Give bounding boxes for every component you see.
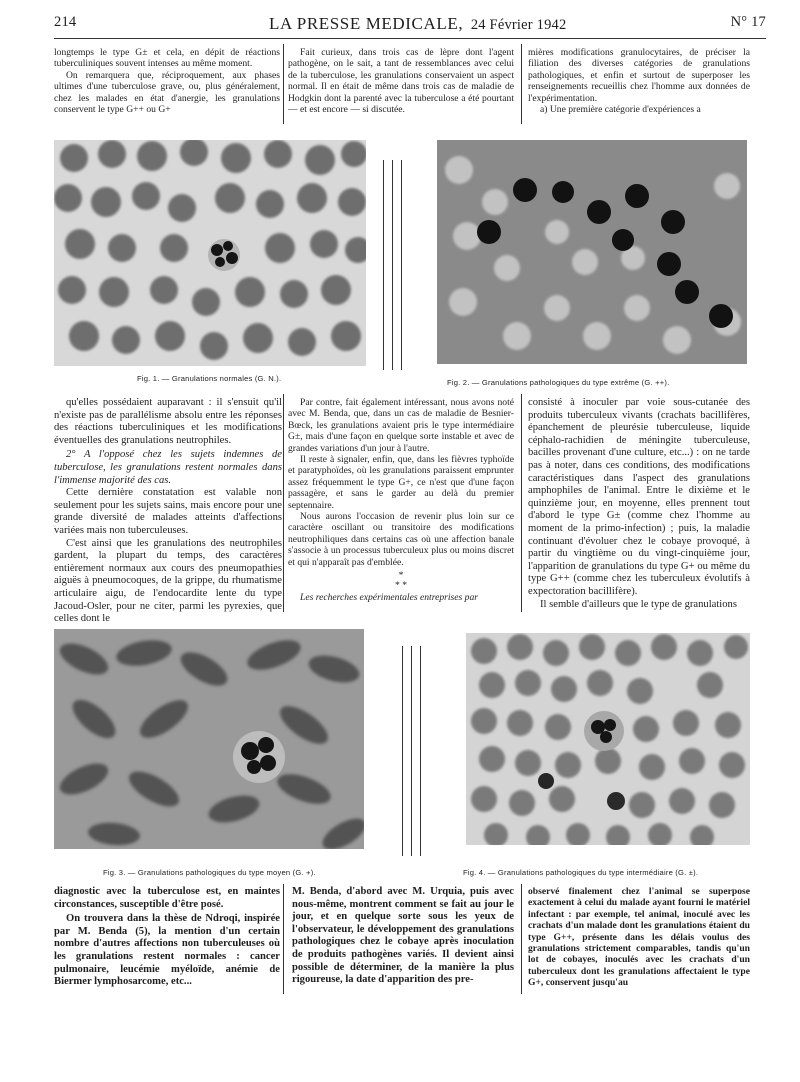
- paragraph: mières modifications granulocytaires, de préciser la filiation des diverses catégories de granulations pathologiques, et enfin et surtout de superposer les renseignements recueillis chez l'homme aux données de l'expérimentation.: [528, 47, 750, 104]
- journal-title: [269, 14, 566, 34]
- column-rule: [283, 884, 284, 994]
- issue-date: 24 Février 1942: [470, 17, 567, 33]
- middle-column-2: [288, 397, 514, 604]
- journal-name: LA PRESSE MEDICALE,: [269, 14, 464, 33]
- figure-1-micrograph: [54, 140, 366, 366]
- figure-4-micrograph: [466, 633, 750, 845]
- column-rule: [392, 160, 393, 370]
- paragraph: C'est ainsi que les granulations des neutrophiles gardent, la plupart du temps, des caractères entièrement normaux aux cours des pneumopathies aiguës à pneumocoques, de la grippe, du rhumatisme articulaire aigu, de l'endocardite lente du type Jacoud-Osler, pour ne citer, parmi les pyrexies, que celles dont le: [54, 537, 282, 625]
- column-rule: [420, 646, 421, 856]
- figure-1-caption: Fig. 1. — Granulations normales (G. N.).: [137, 374, 282, 383]
- paragraph: observé finalement chez l'animal se superpose exactement à celui du malade ayant fourni le matériel infectant : par exemple, tel animal, inoculé avec les crachats d'un malade dont les granulations étaient du type G++, présente dans les délais voulus des granulations strictement comparables, tandis qu'un lot de cobayes, inoculés avec les crachats d'un tuberculeux dont les granulations affectaient le type G+, conservent jusqu'au: [528, 886, 750, 989]
- column-rule: [521, 394, 522, 612]
- top-column-1: [54, 47, 280, 115]
- column-rule: [521, 884, 522, 994]
- column-rule: [411, 646, 412, 856]
- middle-column-1: [54, 397, 282, 626]
- middle-column-3: [528, 397, 750, 611]
- column-rule: [402, 646, 403, 856]
- paragraph: qu'elles possédaient auparavant : il s'ensuit qu'il n'existe pas de parallélisme absolu entre les réponses des réactions tuberculiniques et les modifications éventuelles des granulations neutrophiles.: [54, 397, 282, 446]
- figure-2-micrograph: [437, 140, 747, 364]
- paragraph: Par contre, fait également intéressant, nous avons noté avec M. Benda, que, dans un cas de maladie de Besnier-Bœck, les granulations avaient pris le type intermédiaire G±, mais d'une façon en quelque sorte instable et avec de grandes variations d'un jour à l'autre.: [288, 397, 514, 454]
- paragraph: On remarquera que, réciproquement, aux phases ultimes d'une tuberculose grave, ou, plus généralement, chez les malades en état d'anergie, les granulations conservent le type G++ ou G+: [54, 69, 280, 116]
- bottom-column-3: [528, 886, 750, 989]
- paragraph: 2° A l'opposé chez les sujets indemnes de tuberculose, les granulations restent normales dans l'immense majorité des cas.: [54, 449, 282, 486]
- bottom-column-2: [292, 886, 514, 987]
- paragraph: consisté à inoculer par voie sous-cutanée des produits tuberculeux vivants (crachats bacillifères, épanchement de pleurésie tuberculeuse, liquide céphalo-rachidien de méningite tuberculeuse, bacilles provenant d'une culture, etc...) : on ne tarde pas à noter, dans ces conditions, des modifications caractéristiques dans l'aspect des granulations amphophiles de l'animal. Entre le dixième et le quinzième jour, en moyenne, elles prennent tout d'abord le type G± (comme chez l'homme au moment de la primo-infection) ; puis, la maladie continuant d'évoluer chez le cobaye provoqué, à partir du vingtième ou du vingt-cinquième jour, l'apparition de granulations du type G+ ou même du type G++ (comme chez les tuberculeux évolutifs à expectoration bacillifère).: [528, 397, 750, 597]
- column-rule: [283, 44, 284, 124]
- paragraph: diagnostic avec la tuberculose est, en maintes circonstances, susceptible d'être posé.: [54, 886, 280, 910]
- paragraph: On trouvera dans la thèse de Ndroqi, inspirée par M. Benda (5), la mention d'un certain nombre d'autres affections non tuberculeuses où les granulations restent normales : cancer pulmonaire, leucémie myéloïde, anémie de Biermer lymphosarcome, etc...: [54, 913, 280, 988]
- header-rule: [54, 38, 766, 39]
- paragraph: Cette dernière constatation est valable non seulement pour les sujets sains, mais encore pour une grande diversité de malades atteints d'affections variées mais non tuberculeuses.: [54, 487, 282, 536]
- top-column-2: [288, 47, 514, 115]
- running-header: [54, 14, 766, 36]
- bottom-column-1: [54, 886, 280, 989]
- paragraph: a) Une première catégorie d'expériences a: [540, 104, 701, 116]
- top-column-3: [528, 47, 750, 115]
- column-rule: [283, 394, 284, 612]
- paragraph: Il semble d'ailleurs que le type de granulations: [540, 598, 737, 610]
- paragraph: Il reste à signaler, enfin, que, dans les fièvres typhoïde et paratyphoïdes, où les granulations paraissent emprunter assez fréquemment le type G+, ce n'est que d'une façon passagère, et sans le garder au delà du premier septennaire.: [288, 454, 514, 511]
- paragraph: M. Benda, d'abord avec M. Urquia, puis avec nous-même, montrent comment se fait au jour le jour, et en quelque sorte sous les yeux de l'observateur, le développement des granulations pathologiques chez le cobaye après inoculation de produits pathogènes variés. Il devient ainsi possible de déterminer, de la manière la plus rigoureuse, la date d'apparition des pre-: [292, 886, 514, 986]
- figure-4-caption: Fig. 4. — Granulations pathologiques du type intermédiaire (G. ±).: [463, 868, 699, 877]
- column-rule: [521, 44, 522, 124]
- column-rule: [401, 160, 402, 370]
- page-number: 214: [54, 14, 77, 30]
- paragraph: longtemps le type G± et cela, en dépit de réactions tuberculiniques souvent intenses au même moment.: [54, 47, 280, 70]
- paragraph: Les recherches expérimentales entreprises par: [300, 592, 478, 604]
- issue-number: N° 17: [730, 14, 766, 30]
- paragraph: Nous aurons l'occasion de revenir plus loin sur ce caractère oscillant ou transitoire des modifications neutrophiliques dans certains cas où une affection banale s'associe à un processus tuberculeux plus ou moins discret et qui n'apparaît pas d'emblée.: [288, 511, 514, 568]
- section-break-asterisks: * * *: [395, 570, 407, 592]
- figure-3-micrograph: [54, 629, 364, 849]
- figure-2-caption: Fig. 2. — Granulations pathologiques du type extrême (G. ++).: [447, 378, 670, 387]
- paragraph: Fait curieux, dans trois cas de lèpre dont l'agent pathogène, on le sait, a tant de ressemblances avec celui de la tuberculose, les granulations conservaient un aspect normal. Il en était de même dans trois cas de maladie de Hodgkin dont la parenté avec la tuberculose a été pourtant — et est encore — si discutée.: [288, 47, 514, 116]
- figure-3-caption: Fig. 3. — Granulations pathologiques du type moyen (G. +).: [103, 868, 316, 877]
- column-rule: [383, 160, 384, 370]
